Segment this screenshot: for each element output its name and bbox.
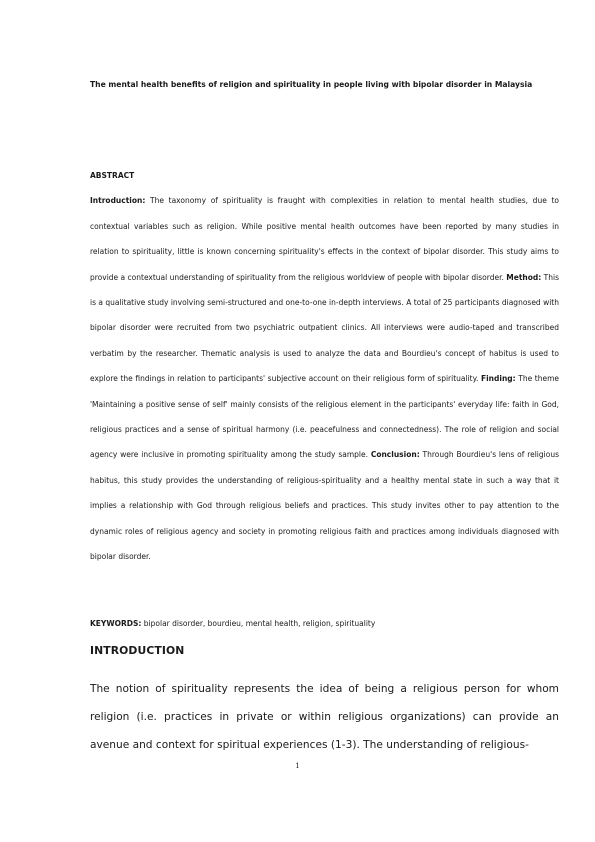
method-text: This is a qualitative study involving semi-structured and one-to-one in-depth interviews. A total of 25 participants diagnosed with bipolar disorder were recruited from two psychiatric outpatient clinics. All interviews were audio-taped and transcribed verbatim by the researcher. Thematic analysis is used to analyze the data and Bourdieu's concept of habitus is used to explore the findings in relation to participants' subjective account on their religious form of spirituality. xyxy=(90,272,559,384)
introduction-paragraph: The notion of spirituality represents the idea of being a religious person for whom religion (i.e. practices in private or within religious organizations) can provide an avenue and context for spiritual experiences (1-3). The understanding of religious- xyxy=(90,683,559,751)
introduction-heading: INTRODUCTION xyxy=(90,644,185,657)
introduction-label: Introduction: xyxy=(90,196,146,206)
method-label: Method: xyxy=(506,272,542,282)
finding-label: Finding: xyxy=(480,374,516,384)
abstract-body xyxy=(90,163,559,570)
keywords xyxy=(90,611,560,636)
keywords-label: KEYWORDS: xyxy=(90,619,142,628)
introduction-text: The taxonomy of spirituality is fraught with complexities in relation to mental health studies, due to contextual variables such as religion. While positive mental health outcomes have been reported by many studies in relation to spirituality, little is known concerning spirituality's effects in the context of bipolar disorder. This study aims to provide a contextual understanding of spirituality from the religious worldview of people with bipolar disorder. xyxy=(90,196,559,282)
page-number: 1 xyxy=(295,762,300,770)
keywords-text: bipolar disorder, bourdieu, mental health, religion, spirituality xyxy=(141,619,376,628)
paper-title: The mental health benefits of religion and spirituality in people living with bipolar disorder in Malaysia xyxy=(90,80,533,89)
conclusion-text: Through Bourdieu's lens of religious habitus, this study provides the understanding of religious-spirituality and a healthy mental state in such a way that it implies a relationship with God through religious beliefs and practices. This study invites other to pay attention to the dynamic roles of religious agency and society in promoting religious faith and practices among individuals diagnosed with bipolar disorder. xyxy=(90,450,559,562)
finding-text: The theme 'Maintaining a positive sense of self' mainly consists of the religious element in the participants' everyday life: faith in God, religious practices and a sense of spiritual harmony (i.e. peacefulness and connectedness). The role of religion and social agency were inclusive in promoting spirituality among the study sample. xyxy=(90,374,560,460)
conclusion-label: Conclusion: xyxy=(370,450,420,460)
abstract-heading: ABSTRACT xyxy=(90,171,135,180)
